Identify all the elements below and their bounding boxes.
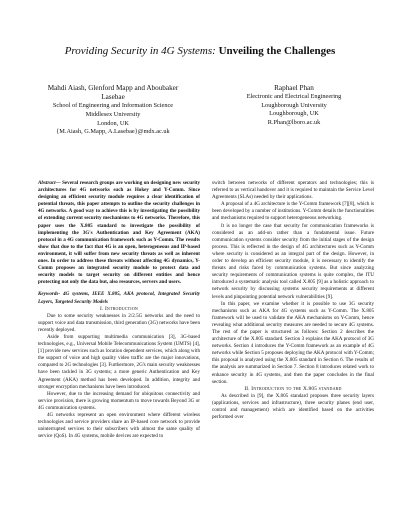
author-block-2 [214, 84, 374, 128]
title-main: Providing Security in 4G Systems: [64, 45, 216, 57]
paragraph: A proposal of a 4G architecture is the Y-Comm framework [7][8], which is been developed by a number of institutions. Y-Comm details the functionalities and mechanisms required to support heterogeneous networking. [212, 201, 374, 222]
paragraph: As described in [9], the X.805 standard proposes three security layers (applications, services and infrastructure), three security planes (end user, control and management) which are identified based on the activities performed over [212, 392, 374, 421]
section-heading-introduction: I. Introduction [99, 305, 139, 312]
paragraph: switch between networks of different operators and technologies; this is referred to as vertical handover and it is required to maintain the Service Level Agreements (SLAs) needed by their applications. [212, 180, 374, 201]
paragraph: It is no longer the case that security for communication frameworks is considered as an add-on rather than a fundamental issue. Future communication systems consider security from the initial stages of the design process. This is reflected in the design of 4G architectures such as Y-Comm where security is considered as an integral part of the design. However, in order to develop an efficient security module, it is necessary to identify the threats and risks faced by communication systems. But since analyzing security requirements of communication systems is quite complex, the ITU introduced a systematic analysis tool called X.805 [9] as a holistic approach to network security by discussing systems security requirements at different levels and pinpointing potential network vulnerabilities [9]. [212, 222, 374, 300]
keywords: Keywords- 4G systems, IEEE X.805, AKA protocol, Integrated Security Layers, Targeted Security Models [38, 291, 200, 305]
title-sub: Unveiling the Challenges [218, 45, 336, 57]
author-city: Loughborough, UK [269, 110, 319, 118]
left-column [38, 180, 200, 440]
paragraph: 4G networks represent an open environment where different wireless technologies and service providers share an IP-based core network to provide uninterrupted services to their subscribers with almost the same quality of service (QoS). In 4G systems, mobile devices are expected to [38, 412, 200, 440]
paragraph: In this paper, we examine whether it is possible to use 3G security mechanisms such as AKA for 4G systems such as Y-Comm. The X.805 framework will be used to validate the AKA mechanisms on Y-Comm, hence revealing what additional security measures are needed to secure 4G systems. The rest of the paper is structured as follows: Section 2 describes the architecture of the X.805 standard. Section 3 explains the AKA protocol of 3G networks. Section 4 introduces the Y-Comm framework as an example of 4G networks while Section 5 proposes deploying the AKA protocol with Y-Comm; this proposal is analyzed using the X.805 standard in Section 6. The results of the analysis are summarized in Section 7. Section 8 introduces related work to enhance security in 4G systems, and then the paper concludes in the final section. [212, 300, 374, 385]
author-name: Mahdi Aiash, Glenford Mapp and Aboubaker Lasebae [47, 84, 179, 102]
section-heading-x805: II. Introduction to the X.805 standard [244, 385, 342, 392]
paragraph: Due to some security weaknesses in 2/2.5G networks and the need to support voice and data transmission, third generation (3G) networks have been recently deployed. [38, 312, 200, 333]
author-affiliation: School of Engineering and Information Science [52, 102, 174, 110]
paragraph: However, due to the increasing demand for ubiquitous connectivity and service provision, there is growing momentum to move towards Beyond 3G or 4G communication systems. [38, 390, 200, 411]
author-name: Raphael Phan [274, 84, 314, 92]
author-block-1 [38, 84, 188, 137]
author-email: {M.Aiash, G.Mapp, A.Lasebae}@mdx.ac.uk [56, 128, 170, 136]
author-email: R.Phan@lboro.ac.uk [267, 118, 321, 126]
abstract [38, 180, 200, 286]
author-affiliation: Electronic and Electrical Engineering [246, 93, 342, 101]
abstract-text: Several research groups are working on designing new security architectures for 4G networks such as Hokey and Y-Comm. Since designing an efficient security module requires a clear identification of potential threats, this paper attempts to outline the security challenges in 4G networks. A good way to achieve this is by investigating the possibility of extending current security mechanisms to 4G networks. Therefore, this paper uses the X.805 standard to investigate the possibility of implementing the 3G's Authentication and Key Agreement (AKA) protocol in a 4G communication framework such as Y-Comm. The results show that due to the fact that 4G is an open, heterogeneous and IP-based environment, it will suffer from new security threats as well as inherent ones. In order to address these threats without affecting 4G dynamics, Y-Comm proposes an integrated security module to protect data and security models to target security on different entities and hence protecting not only the data but, also resources, servers and users. [38, 180, 200, 286]
author-city: London, UK [97, 119, 129, 127]
abstract-lead: Abstract— [38, 180, 61, 186]
author-university: Middlesex University [85, 111, 141, 118]
author-university: Loughborough University [261, 101, 327, 109]
paper-title [0, 45, 400, 57]
paragraph: Aside from supporting multimedia communication [3], 3G-based technologies, e.g., Universal Mobile Telecommunications System (UMTS) [4], [1] provide new services such as location dependent services, which along with the support of voice and high quality video traffic are the major innovations, compared to 2G technologies [3]. Furthermore, 2G's main security weaknesses have been tackled in 3G systems; a more generic Authentication and Key Agreement (AKA) method has been developed. In addition, integrity and stronger encryption mechanisms have been introduced. [38, 333, 200, 390]
right-column [212, 180, 374, 421]
